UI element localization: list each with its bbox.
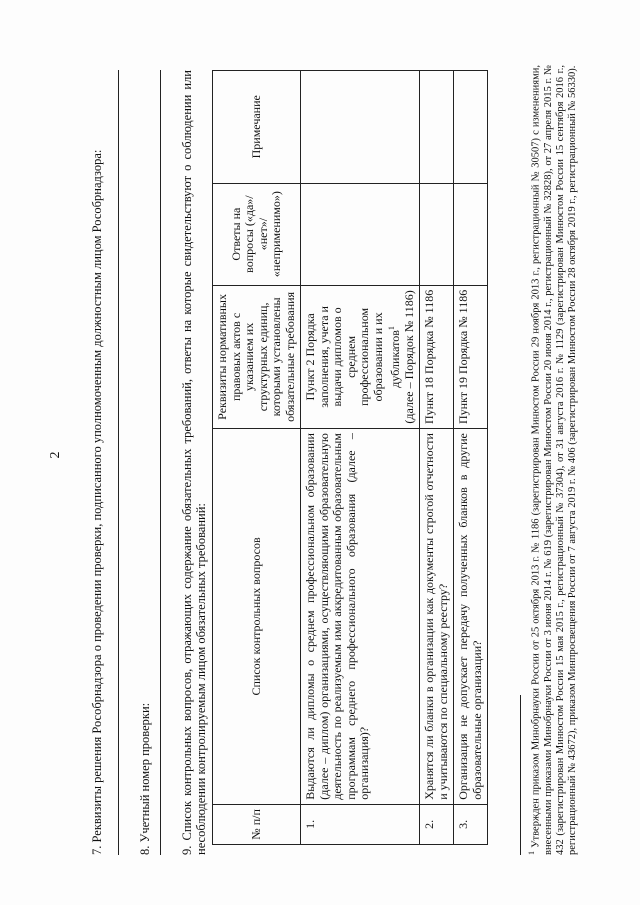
table-row (301, 71, 420, 845)
row-requisite: Пункт 19 Порядка № 1186 (454, 285, 488, 428)
footnote-separator (520, 695, 521, 855)
row-answer-cell (454, 183, 488, 285)
table-row (454, 71, 488, 845)
row-note-cell (301, 71, 420, 184)
requisite-text: Пункт 2 Порядка заполнения, учета и выдачи дипломов о среднем профессиональном образовании и их дубликатов (303, 306, 402, 408)
header-note: Примечание (213, 71, 301, 184)
row-note-cell (420, 71, 454, 184)
header-requisites: Реквизиты нормативных правовых актов с указанием их структурных единиц, которыми установлены обязательные требования (213, 285, 301, 428)
footnote-marker: 1 (527, 851, 536, 855)
row-note-cell (454, 71, 488, 184)
footnote-text: Утвержден приказом Минобрнауки России от 25 октября 2013 г. № 1186 (зарегистрирован Минюстом России 29 ноября 2013 г., регистрационный № 30507) с изменениями, внесенными приказами Минобрнауки России от 3 июня 2014 г. № 619 (зарегистрирован Минюстом России 20 июня 2014 г., регистрационный № 32828), от 27 апреля 2015 г. № 432 (зарегистрирован Минюстом России 15 мая 2015 г., регистрационный № 37304), от 31 августа 2016 г. № 1129 (зарегистрирован Минюстом России 15 сентября 2016 г., регистрационный № 43672), приказом Минпросвещения России от 7 августа 2019 г. № 406 (зарегистрирован Минюстом России 28 октября 2019 г., регистрационный № 56330). (530, 65, 578, 855)
footnote (526, 65, 579, 855)
row-question: Хранятся ли бланки в организации как документы строгой отчетности и учитываются по специальному реестру? (420, 429, 454, 805)
row-question: Организация не допускает передачу полученных бланков в другие образовательные организации? (454, 429, 488, 805)
row-number: 2. (420, 804, 454, 844)
footnote-ref: 1 (387, 326, 396, 331)
table-row (420, 71, 454, 845)
row-answer-cell (301, 183, 420, 285)
item-9-intro: 9. Список контрольных вопросов, отражающих содержание обязательных требований, ответы на которые свидетельствуют о соблюдении или несоблюдении контролируемым лицом обязательных требований: (180, 70, 208, 855)
item-8-account-number: 8. Учетный номер проверки: (138, 702, 152, 855)
header-no: № п/п (213, 804, 301, 844)
page-number: 2 (48, 451, 63, 459)
row-question: Выдаются ли дипломы о среднем профессиональном образовании (далее – диплом) организациями, осуществляющими образовательную деятельность по реализуемым ими аккредитованным образовательным программам среднего профессионального образования (далее – организация)? (301, 429, 420, 805)
item-8-underline (160, 70, 161, 855)
item-7-requisites: 7. Реквизиты решения Рособрнадзора о проведении проверки, подписанного уполномоченным должностным лицом Рособрнадзора: (90, 149, 104, 855)
row-requisite: Пункт 18 Порядка № 1186 (420, 285, 454, 428)
header-questions: Список контрольных вопросов (213, 429, 301, 805)
row-requisite (301, 285, 420, 428)
row-answer-cell (420, 183, 454, 285)
item-7-underline (118, 70, 119, 855)
row-number: 3. (454, 804, 488, 844)
row-number: 1. (301, 804, 420, 844)
header-answers: Ответы на вопросы («да»/ «нет»/ «неприменимо») (213, 183, 301, 285)
checklist-table (212, 70, 488, 845)
table-header-row (213, 71, 301, 845)
requisite-tail: (далее – Порядок № 1186) (401, 290, 416, 424)
